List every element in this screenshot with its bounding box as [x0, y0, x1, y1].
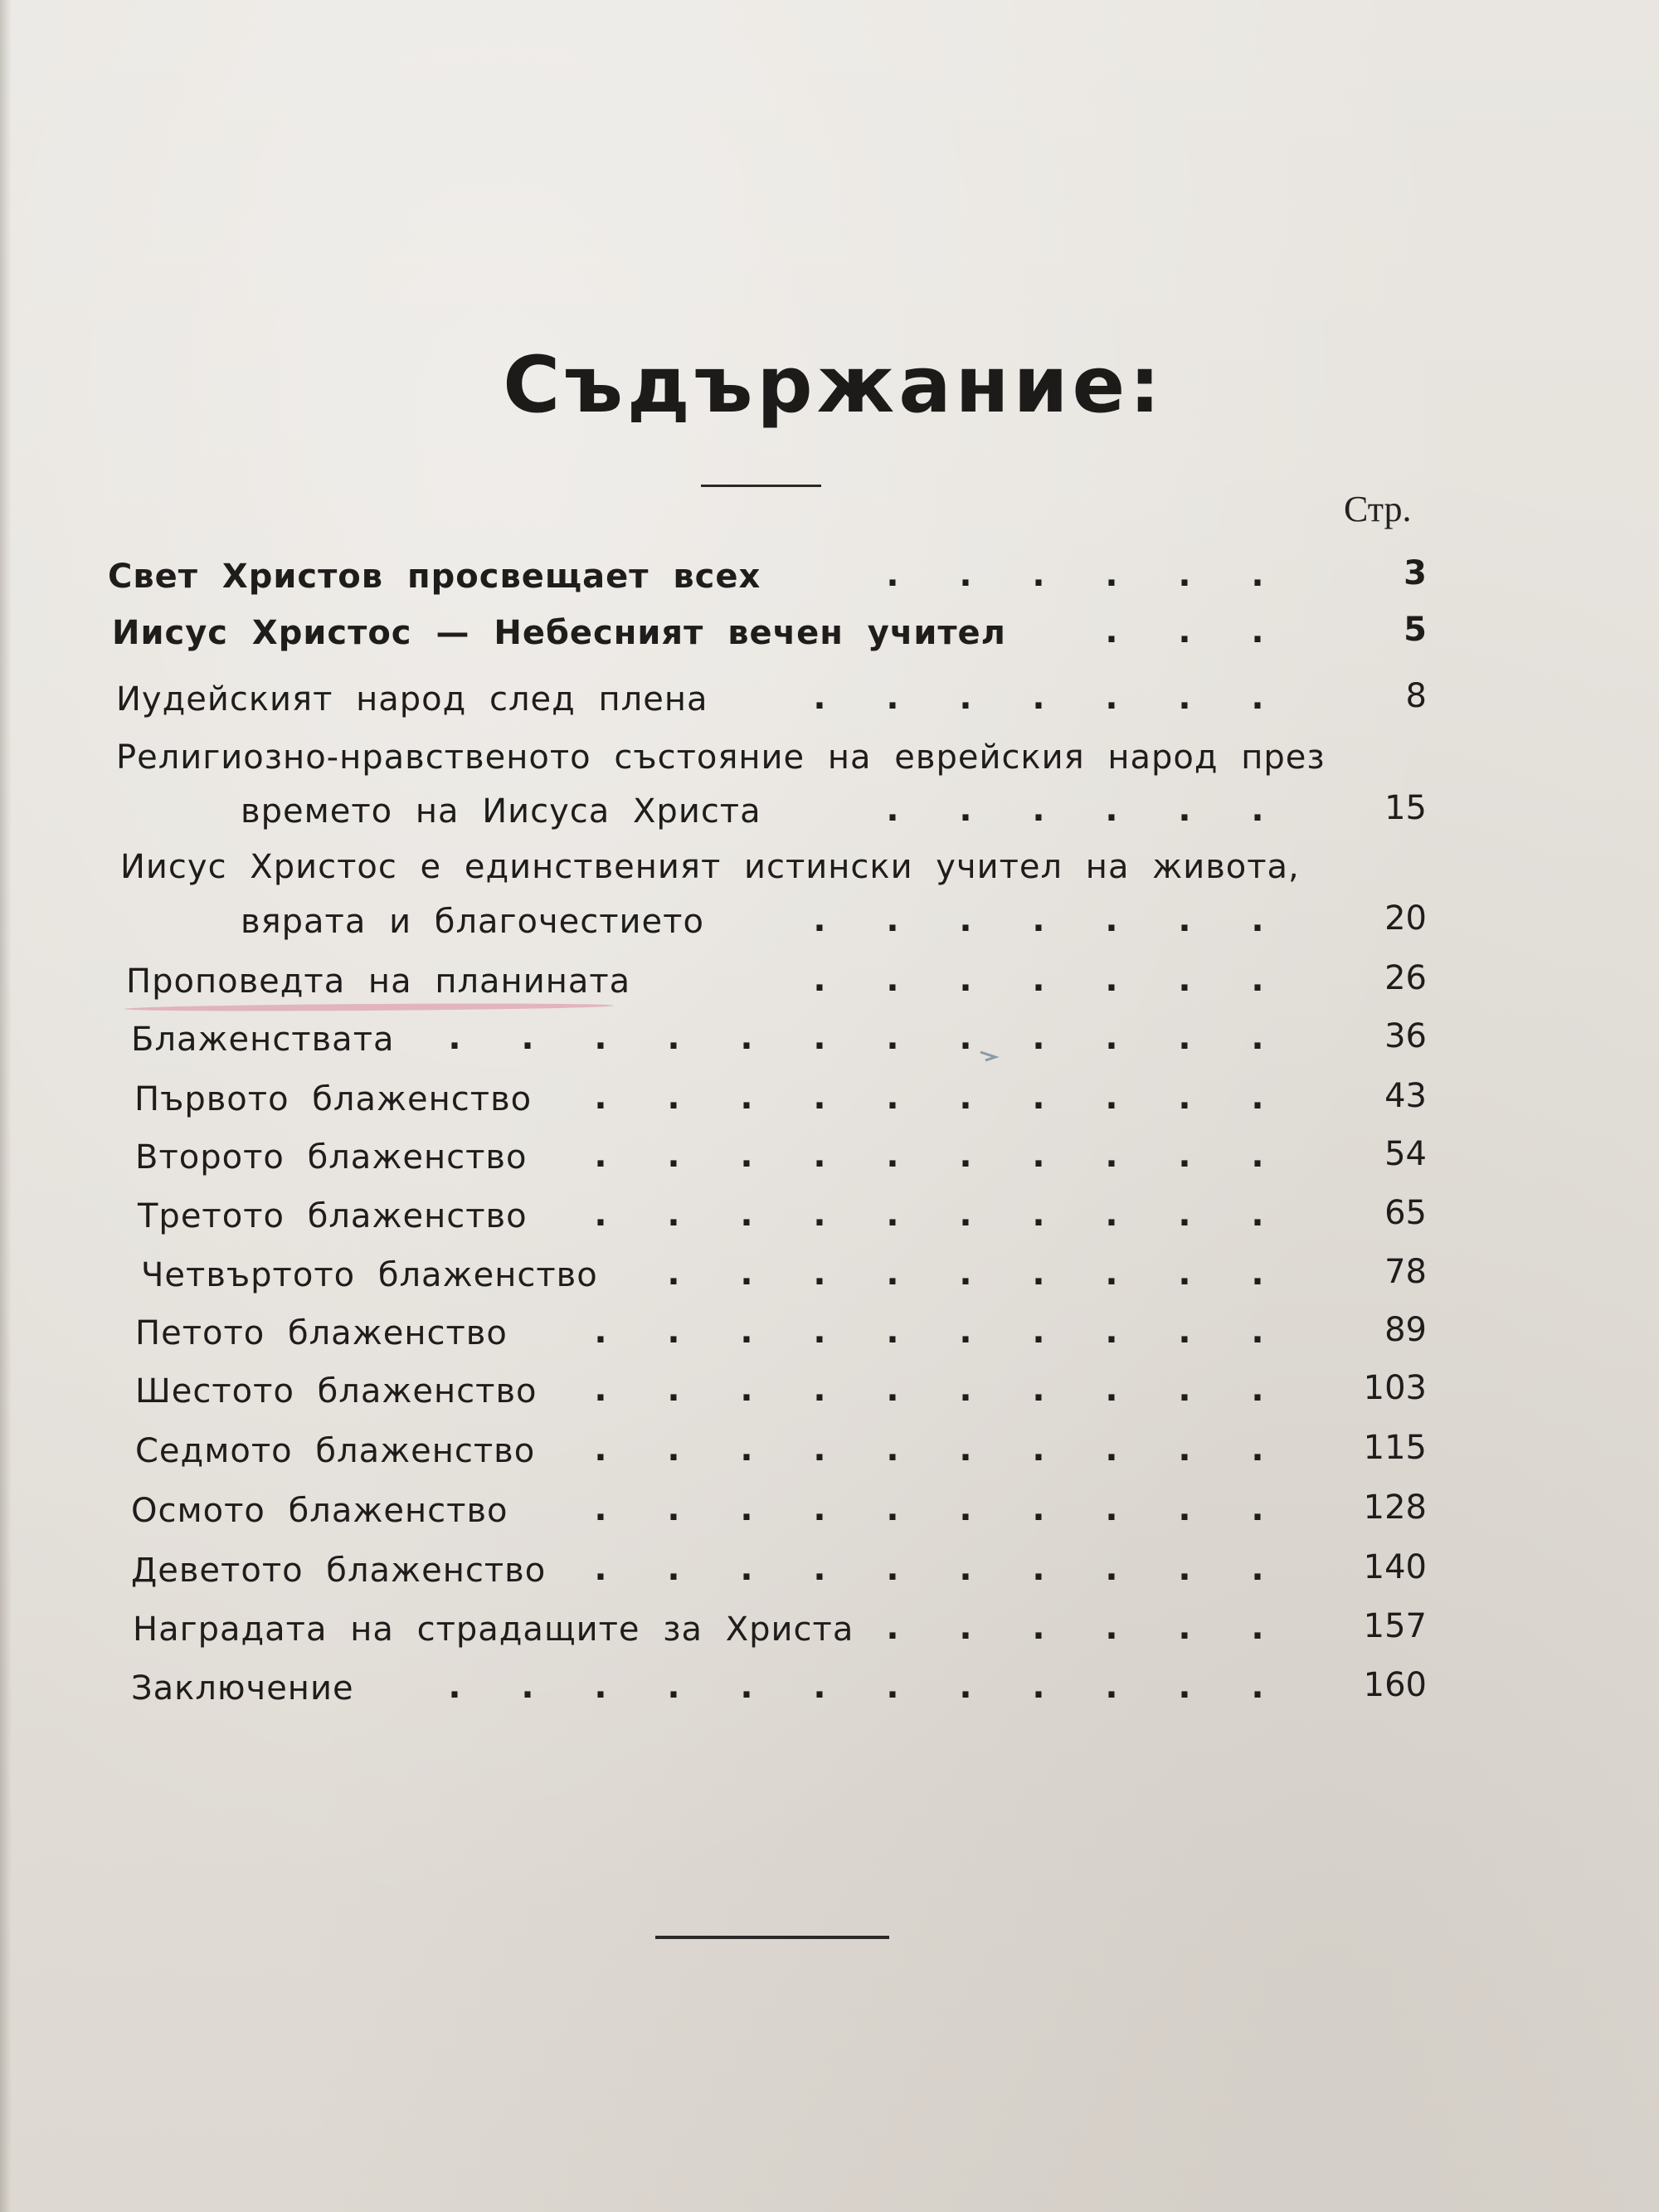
toc-entry-title: Блаженствата	[131, 1021, 395, 1059]
toc-entry-page-number: 5	[1404, 611, 1427, 649]
dot-leader: . . . . . .	[886, 791, 1264, 829]
dot-leader: . . . . . . . . . .	[594, 1490, 1264, 1528]
toc-entry-page-number: 160	[1363, 1666, 1427, 1704]
toc-entry-page-number: 26	[1384, 959, 1427, 997]
toc-entry-page-number: 103	[1363, 1369, 1427, 1407]
toc-entry-title: Религиозно-нравственото състояние на еврейския народ през	[116, 738, 1326, 777]
page-column-label: Стр.	[1344, 489, 1412, 529]
dot-leader: . . . . . . .	[813, 679, 1264, 717]
dot-leader: . . . . . . . . .	[667, 1255, 1264, 1293]
toc-entry-page-number: 140	[1363, 1548, 1427, 1586]
toc-entry-title-continued: вярата и благочестието	[241, 903, 704, 941]
dot-leader: . . . . . . . . . .	[594, 1550, 1264, 1588]
dot-leader: . . . . . . . . . .	[594, 1371, 1264, 1409]
dot-leader: . . . . . . . . . . . .	[448, 1019, 1264, 1057]
toc-entry-page-number: 115	[1363, 1429, 1427, 1467]
toc-entry-title: Наградата на страдащите за Христа	[133, 1610, 854, 1649]
toc-entry-title: Проповедта на планината	[126, 962, 631, 1001]
toc-entry-page-number: 15	[1384, 789, 1427, 827]
toc-entry-title: Първото блаженство	[134, 1080, 533, 1118]
dot-leader: . . . . . . . . . .	[594, 1430, 1264, 1469]
end-divider	[655, 1936, 889, 1939]
toc-entry-page-number: 8	[1405, 677, 1427, 715]
toc-entry-title: Иисус Христос е единственият истински учител на живота,	[120, 848, 1300, 886]
toc-entry-title: Иисус Христос — Небесният вечен учител	[112, 614, 1006, 652]
toc-entry-title: Третото блаженство	[138, 1197, 528, 1235]
dot-leader: . . . . . . . . . . . .	[448, 1668, 1264, 1706]
toc-entry-title: Второто блаженство	[135, 1138, 528, 1177]
page-title: Съдържание:	[503, 340, 1165, 431]
dot-leader: . . . . . . .	[813, 901, 1264, 939]
toc-entry-title: Деветото блаженство	[131, 1552, 547, 1590]
toc-entry-page-number: 128	[1363, 1488, 1427, 1527]
dot-leader: . . .	[1105, 612, 1264, 650]
toc-entry-page-number: 3	[1404, 554, 1427, 592]
toc-entry-page-number: 43	[1384, 1077, 1427, 1115]
toc-entry-title: Осмото блаженство	[131, 1492, 508, 1530]
dot-leader: . . . . . . . . . .	[594, 1137, 1264, 1175]
toc-entry-page-number: 157	[1363, 1607, 1427, 1645]
toc-entry-title: Петото блаженство	[135, 1314, 508, 1352]
toc-entry-title: Седмото блаженство	[135, 1432, 536, 1470]
dot-leader: . . . . . .	[886, 1609, 1264, 1647]
toc-entry-title: Свет Христов просвещает всех	[108, 558, 761, 596]
toc-entry-page-number: 89	[1384, 1311, 1427, 1349]
toc-entry-page-number: 65	[1384, 1194, 1427, 1232]
dot-leader: . . . . . .	[886, 556, 1264, 594]
toc-entry-title: Четвъртото блаженство	[141, 1256, 598, 1294]
dot-leader: . . . . . . .	[813, 961, 1264, 999]
toc-entry-page-number: 78	[1384, 1253, 1427, 1291]
toc-entry-page-number: 36	[1384, 1017, 1427, 1055]
toc-entry-page-number: 20	[1384, 899, 1427, 938]
toc-entry-title: Заключение	[131, 1669, 354, 1708]
dot-leader: . . . . . . . . . .	[594, 1313, 1264, 1351]
toc-entry-title: Шестото блаженство	[135, 1372, 538, 1411]
toc-entry-page-number: 54	[1384, 1135, 1427, 1173]
toc-entry-title: Иудейският народ след плена	[116, 680, 708, 719]
dot-leader: . . . . . . . . . .	[594, 1196, 1264, 1234]
toc-entry-title-continued: времето на Иисуса Христа	[241, 792, 761, 831]
dot-leader: . . . . . . . . . .	[594, 1079, 1264, 1117]
